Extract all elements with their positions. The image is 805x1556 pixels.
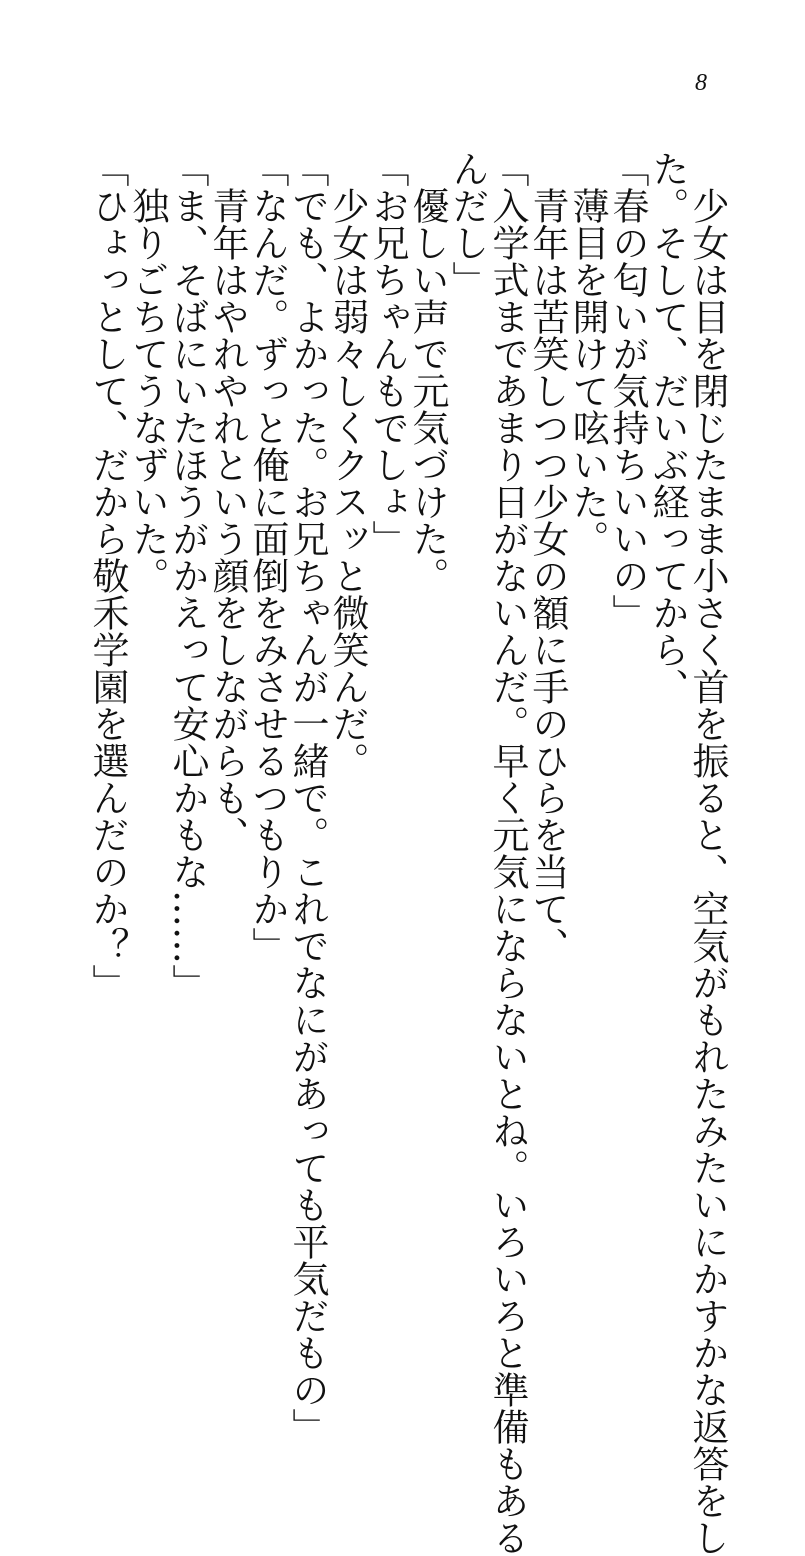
text-line: 「でも、よかった。お兄ちゃんが一緒で。これでなにがあっても平気だもの」 — [286, 150, 329, 1445]
text-line: 薄目を開けて呟いた。 — [566, 150, 609, 557]
text-line: 青年は苦笑しつつ少女の額に手のひらを当て、 — [526, 150, 569, 964]
text-line: 「ま、そばにいたほうがかえって安心かもな……」 — [166, 150, 209, 1001]
vertical-text-body — [67, 150, 729, 1556]
text-line: 独りごちてうなずいた。 — [126, 150, 169, 594]
text-line: んだし」 — [446, 150, 489, 298]
text-line: 「春の匂いが気持ちいいの」 — [606, 150, 649, 631]
text-line: 「なんだ。ずっと俺に面倒をみさせるつもりか」 — [246, 150, 289, 964]
text-line: 「ひょっとして、だから敬禾学園を選んだのか？」 — [86, 150, 129, 1001]
text-line: 優しい声で元気づけた。 — [406, 150, 449, 594]
page-number: 8 — [695, 70, 707, 96]
text-line: 少女は目を閉じたまま小さく首を振ると、空気がもれたみたいにかすかな返答をし — [686, 150, 729, 1556]
text-line: 「お兄ちゃんもでしょ」 — [366, 150, 409, 557]
text-line: 青年はやれやれという顔をしながらも、 — [206, 150, 249, 853]
text-line: た。そして、だいぶ経ってから、 — [646, 150, 689, 705]
text-line: 「入学式まであまり日がないんだ。早く元気にならないとね。いろいろと準備もある — [486, 150, 529, 1556]
text-line: 少女は弱々しくクスッと微笑んだ。 — [326, 150, 369, 779]
